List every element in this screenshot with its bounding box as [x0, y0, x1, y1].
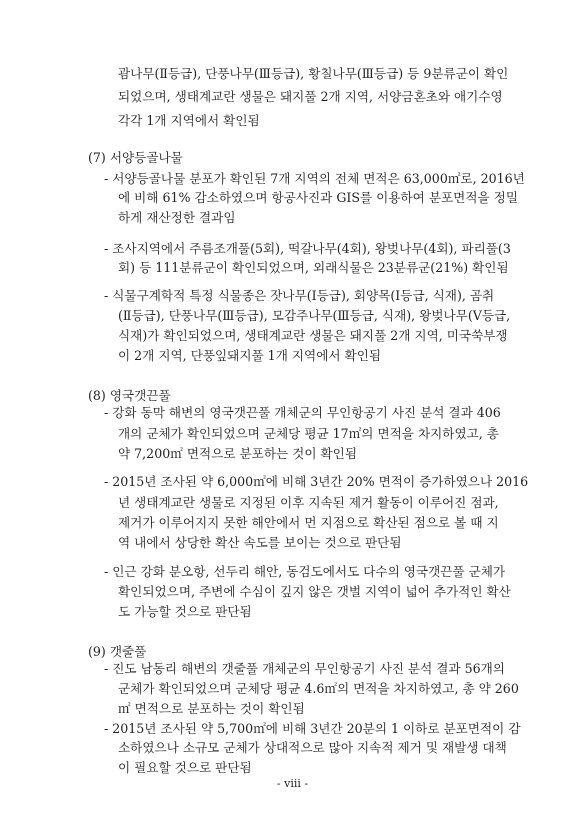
bullet-line: - 인근 강화 분오항, 선두리 해안, 동검도에서도 다수의 영국갯끈풀 군체가 — [104, 564, 506, 579]
bullet-line: - 서양등골나물 분포가 확인된 7개 지역의 전체 면적은 63,000㎡로, 2016년 — [104, 171, 525, 186]
bullet-line: 이 필요할 것으로 판단됨 — [118, 760, 252, 775]
intro-line: 각각 1개 지역에서 확인됨 — [118, 113, 260, 128]
bullet-line: 역 내에서 상당한 확산 속도를 보이는 것으로 판단됨 — [118, 535, 402, 550]
bullet-line: ㎡ 면적으로 분포하는 것이 확인됨 — [118, 701, 305, 716]
intro-line: 되었으며, 생태계교란 생물은 돼지풀 2개 지역, 서양금혼초와 애기수영 — [118, 89, 503, 104]
bullet-line: 군체가 확인되었으며 군체당 평균 4.6㎡의 면적을 차지하였고, 총 약 260 — [118, 681, 519, 696]
bullet-line: 개의 군체가 확인되었으며 군체당 평균 17㎡의 면적을 차지하였고, 총 — [118, 426, 499, 441]
section-heading: (7) 서양등골나물 — [88, 150, 183, 165]
page-number: - viii - — [276, 777, 309, 790]
bullet-line: 식재)가 확인되었으며, 생태계교란 생물은 돼지풀 2개 지역, 미국쑥부쟁 — [118, 328, 508, 343]
bullet-line: - 강화 동막 해변의 영국갯끈풀 개체군의 무인항공기 사진 분석 결과 406 — [104, 405, 501, 420]
intro-line: 괌나무(Ⅱ등급), 단풍나무(Ⅲ등급), 황칠나무(Ⅲ등급) 등 9분류군이 확인 — [118, 66, 509, 81]
bullet-line: 제거가 이루어지지 못한 해안에서 먼 지점으로 확산된 점으로 볼 때 지 — [118, 515, 499, 530]
section-heading: (9) 갯줄풀 — [88, 644, 147, 659]
bullet-line: 하게 재산정한 결과임 — [118, 210, 236, 225]
bullet-line: 회) 등 111분류군이 확인되었으며, 외래식물은 23분류군(21%) 확인됨 — [118, 260, 509, 275]
bullet-line: 소하였으나 소규모 군체가 상대적으로 많아 지속적 제거 및 재발생 대책 — [118, 740, 507, 755]
bullet-line: 년 생태계교란 생물로 지정된 이후 지속된 제거 활동이 이루어진 점과, — [118, 495, 499, 510]
bullet-line: 확인되었으며, 주변에 수심이 깊지 않은 갯벌 지역이 넓어 추가적인 확산 — [118, 584, 511, 599]
bullet-line: - 진도 남동리 해변의 갯줄풀 개체군의 무인항공기 사진 분석 결과 56개의 — [104, 661, 505, 676]
bullet-line: - 2015년 조사된 약 6,000㎡에 비해 3년간 20% 면적이 증가하였으나 2016 — [104, 474, 529, 489]
bullet-line: 에 비해 61% 감소하였으며 항공사진과 GIS를 이용하여 분포면적을 정밀 — [118, 190, 518, 205]
bullet-line: - 조사지역에서 주름조개풀(5회), 떡갈나무(4회), 왕벚나무(4회), 파리풀(3 — [104, 241, 511, 256]
bullet-line: (Ⅱ등급), 단풍나무(Ⅲ등급), 모감주나무(Ⅲ등급, 식재), 왕벚나무(Ⅴ등급, — [118, 308, 511, 323]
bullet-line: 이 2개 지역, 단풍잎돼지풀 1개 지역에서 확인됨 — [118, 348, 382, 363]
bullet-line: - 2015년 조사된 약 5,700㎡에 비해 3년간 20분의 1 이하로 분포면적이 감 — [104, 721, 521, 736]
bullet-line: - 식물구계학적 특정 식물종은 잣나무(Ⅰ등급), 회양목(Ⅰ등급, 식재), 곰취 — [104, 288, 495, 303]
bullet-line: 약 7,200㎡ 면적으로 분포하는 것이 확인됨 — [118, 446, 357, 461]
bullet-line: 도 가능할 것으로 판단됨 — [118, 604, 252, 619]
section-heading: (8) 영국갯끈풀 — [88, 388, 171, 403]
